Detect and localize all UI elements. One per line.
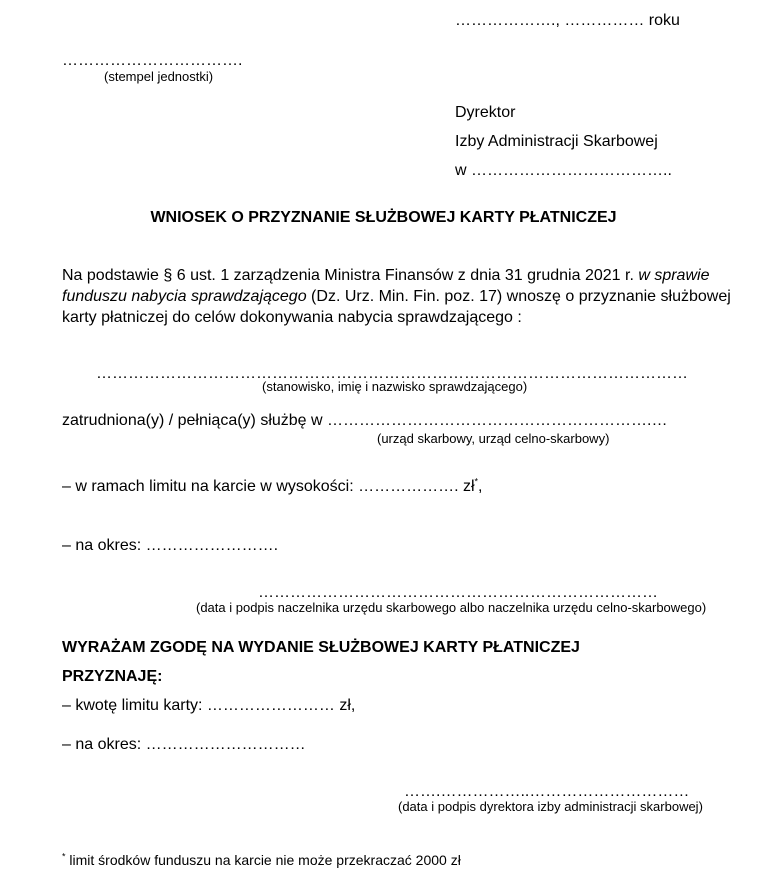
signature2-caption: (data i podpis dyrektora izby administracji skarbowej) xyxy=(398,799,703,814)
footnote-marker: * xyxy=(62,851,66,862)
stamp-line: ……………………………. xyxy=(62,52,243,69)
person-line: ………………………………………………………………………………………………… xyxy=(96,365,688,382)
approval-heading: WYRAŻAM ZGODĘ NA WYDANIE SŁUŻBOWEJ KARTY PŁATNICZEJ xyxy=(62,639,580,656)
addressee-title: Dyrektor xyxy=(455,104,516,121)
grant-period-line: – na okres: ………………………… xyxy=(62,736,306,753)
date-line: ………………., …………… roku xyxy=(455,12,680,29)
limit-footnote-marker: * xyxy=(474,476,479,487)
grant-amount-line: – kwotę limitu karty: …………………… zł, xyxy=(62,697,356,714)
intro-text-1: Na podstawie § 6 ust. 1 zarządzenia Ministra Finansów z dnia 31 grudnia 2021 r. xyxy=(62,267,639,284)
signature1-line: ………………………………………………………………… xyxy=(258,584,658,601)
document-title: WNIOSEK O PRZYZNANIE SŁUŻBOWEJ KARTY PŁATNICZEJ xyxy=(150,209,617,226)
intro-paragraph xyxy=(62,265,752,328)
limit-text: – w ramach limitu na karcie w wysokości: ………………. zł xyxy=(62,478,475,495)
period-line: – na okres: ……………………. xyxy=(62,537,279,554)
addressee-location: w ……………………………….. xyxy=(455,162,672,179)
signature2-line: …….……………..………………………… xyxy=(404,783,690,800)
intro-text-2: (Dz. Urz. Min. Fin. poz. 17) wnoszę o przyznanie służbowej karty płatniczej do celów dokonywania nabycia sprawdzającego : xyxy=(62,288,731,326)
addressee-institution: Izby Administracji Skarbowej xyxy=(455,133,658,150)
limit-suffix: , xyxy=(478,478,483,495)
stamp-caption: (stempel jednostki) xyxy=(104,69,214,84)
employment-caption: (urząd skarbowy, urząd celno-skarbowy) xyxy=(377,431,610,446)
grant-heading: PRZYZNAJĘ: xyxy=(62,668,163,685)
footnote-text: limit środków funduszu na karcie nie może przekraczać 2000 zł xyxy=(65,852,461,868)
limit-line xyxy=(62,477,483,496)
signature1-caption: (data i podpis naczelnika urzędu skarbowego albo naczelnika urzędu celno-skarbowego) xyxy=(196,600,707,615)
person-caption: (stanowisko, imię i nazwisko sprawdzającego) xyxy=(262,379,528,394)
employment-line: zatrudniona(y) / pełniąca(y) służbę w …………………………………………………….… xyxy=(62,412,668,429)
footnote xyxy=(62,852,461,869)
intro-regulation-title: w sprawie funduszu nabycia sprawdzającego xyxy=(62,267,710,305)
